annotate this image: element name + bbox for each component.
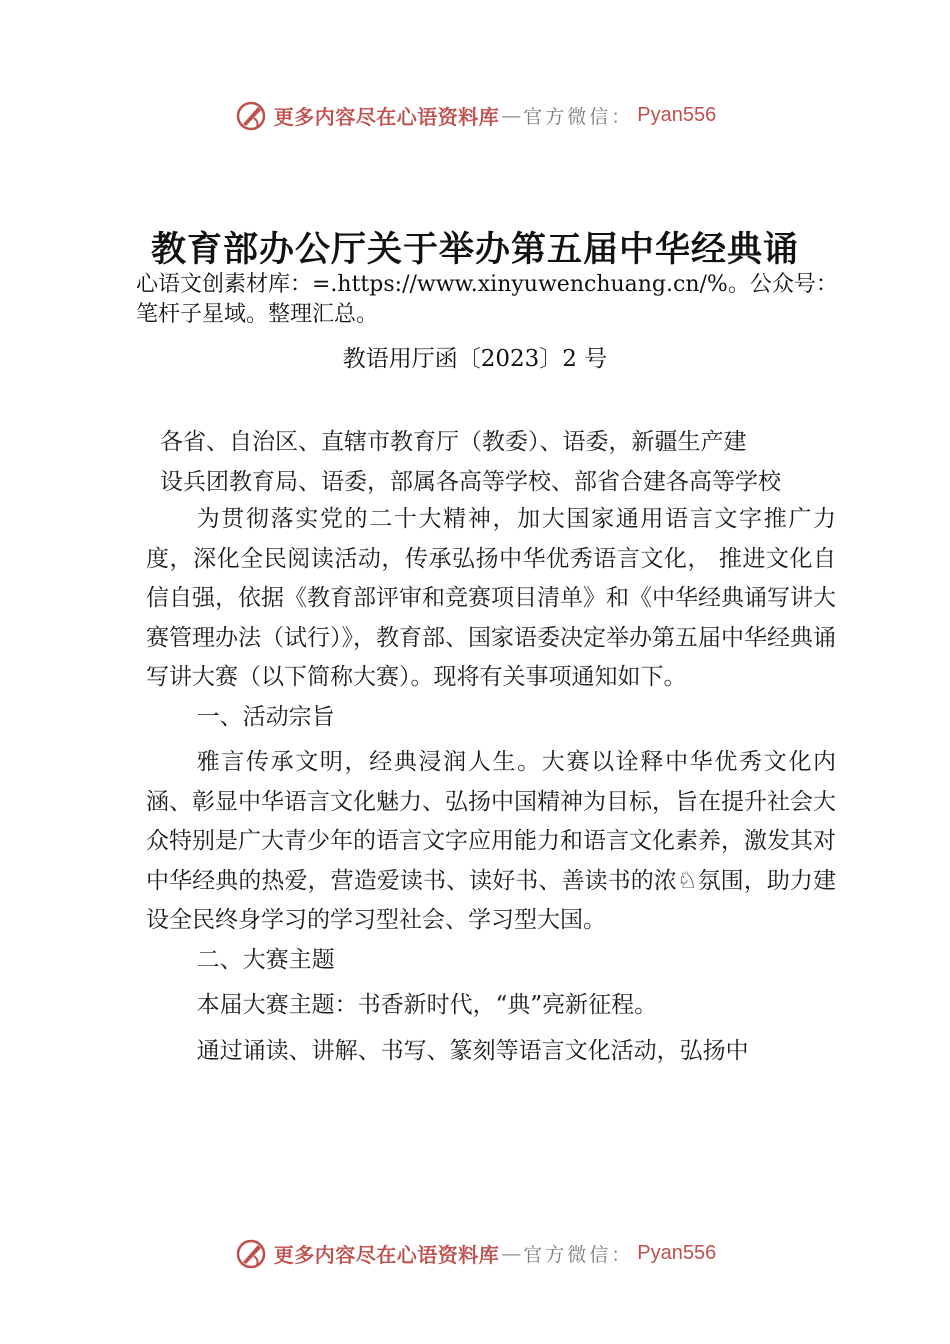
footer-banner: [0, 1233, 950, 1273]
pen-seal-logo-icon: [234, 98, 268, 132]
document-number: 教语用厅函〔2023〕2 号: [342, 346, 608, 372]
banner-dash: —: [501, 1241, 522, 1265]
banner-label: 官方微信：: [523, 105, 634, 128]
banner-dash: —: [501, 103, 522, 127]
section-heading-theme: 二、大赛主题: [196, 946, 335, 973]
banner-wechat-id: Pyan556: [637, 1241, 717, 1264]
banner-slogan: 更多内容尽在心语资料库: [273, 104, 500, 129]
banner-label: 官方微信：: [523, 1243, 634, 1266]
pen-seal-logo-icon: [234, 1236, 268, 1270]
paragraph-theme: 本届大赛主题：书香新时代，“典”亮新征程。: [196, 992, 658, 1018]
addressee: [160, 422, 840, 502]
addressee-line: 各省、自治区、直辖市教育厅（教委）、语委，新疆生产建: [160, 429, 747, 455]
document-title: 教育部办公厅关于举办第五届中华经典诵: [150, 229, 799, 270]
section-heading-purpose: 一、活动宗旨: [196, 703, 335, 730]
paragraph-intro: 为贯彻落实党的二十大精神，加大国家通用语言文字推广力度，深化全民阅读活动，传承弘扬中华优秀语言文化， 推进文化自信自强，依据《教育部评审和竞赛项目清单》和《中华经典诵写讲大赛管理办法（试行）》，教育部、国家语委决定举办第五届中华经典诵写讲大赛（以下简称大赛）。现将有关事项通知如下。: [146, 506, 836, 690]
document-body: [146, 500, 836, 1071]
banner-wechat-id: Pyan556: [637, 103, 717, 126]
paragraph-purpose: 雅言传承文明，经典浸润人生。大赛以诠释中华优秀文化内涵、彰显中华语言文化魅力、弘扬中国精神为目标，旨在提升社会大众特别是广大青少年的语言文字应用能力和语言文化素养，激发其对中华经典的热爱，营造爱读书、读好书、善读书的浓♘氛围，助力建设全民终身学习的学习型社会、学习型大国。: [146, 749, 836, 933]
addressee-line: 设兵团教育局、语委，部属各高等学校、部省合建各高等学校: [160, 469, 781, 495]
source-note: 心语文创素材库：=.https://www.xinyuwenchuang.cn/%。公众号：笔杆子星域。整理汇总。: [136, 272, 838, 327]
header-banner: [0, 95, 950, 135]
paragraph-activities: 通过诵读、讲解、书写、篆刻等语言文化活动，弘扬中: [196, 1037, 749, 1064]
banner-slogan: 更多内容尽在心语资料库: [273, 1242, 500, 1267]
